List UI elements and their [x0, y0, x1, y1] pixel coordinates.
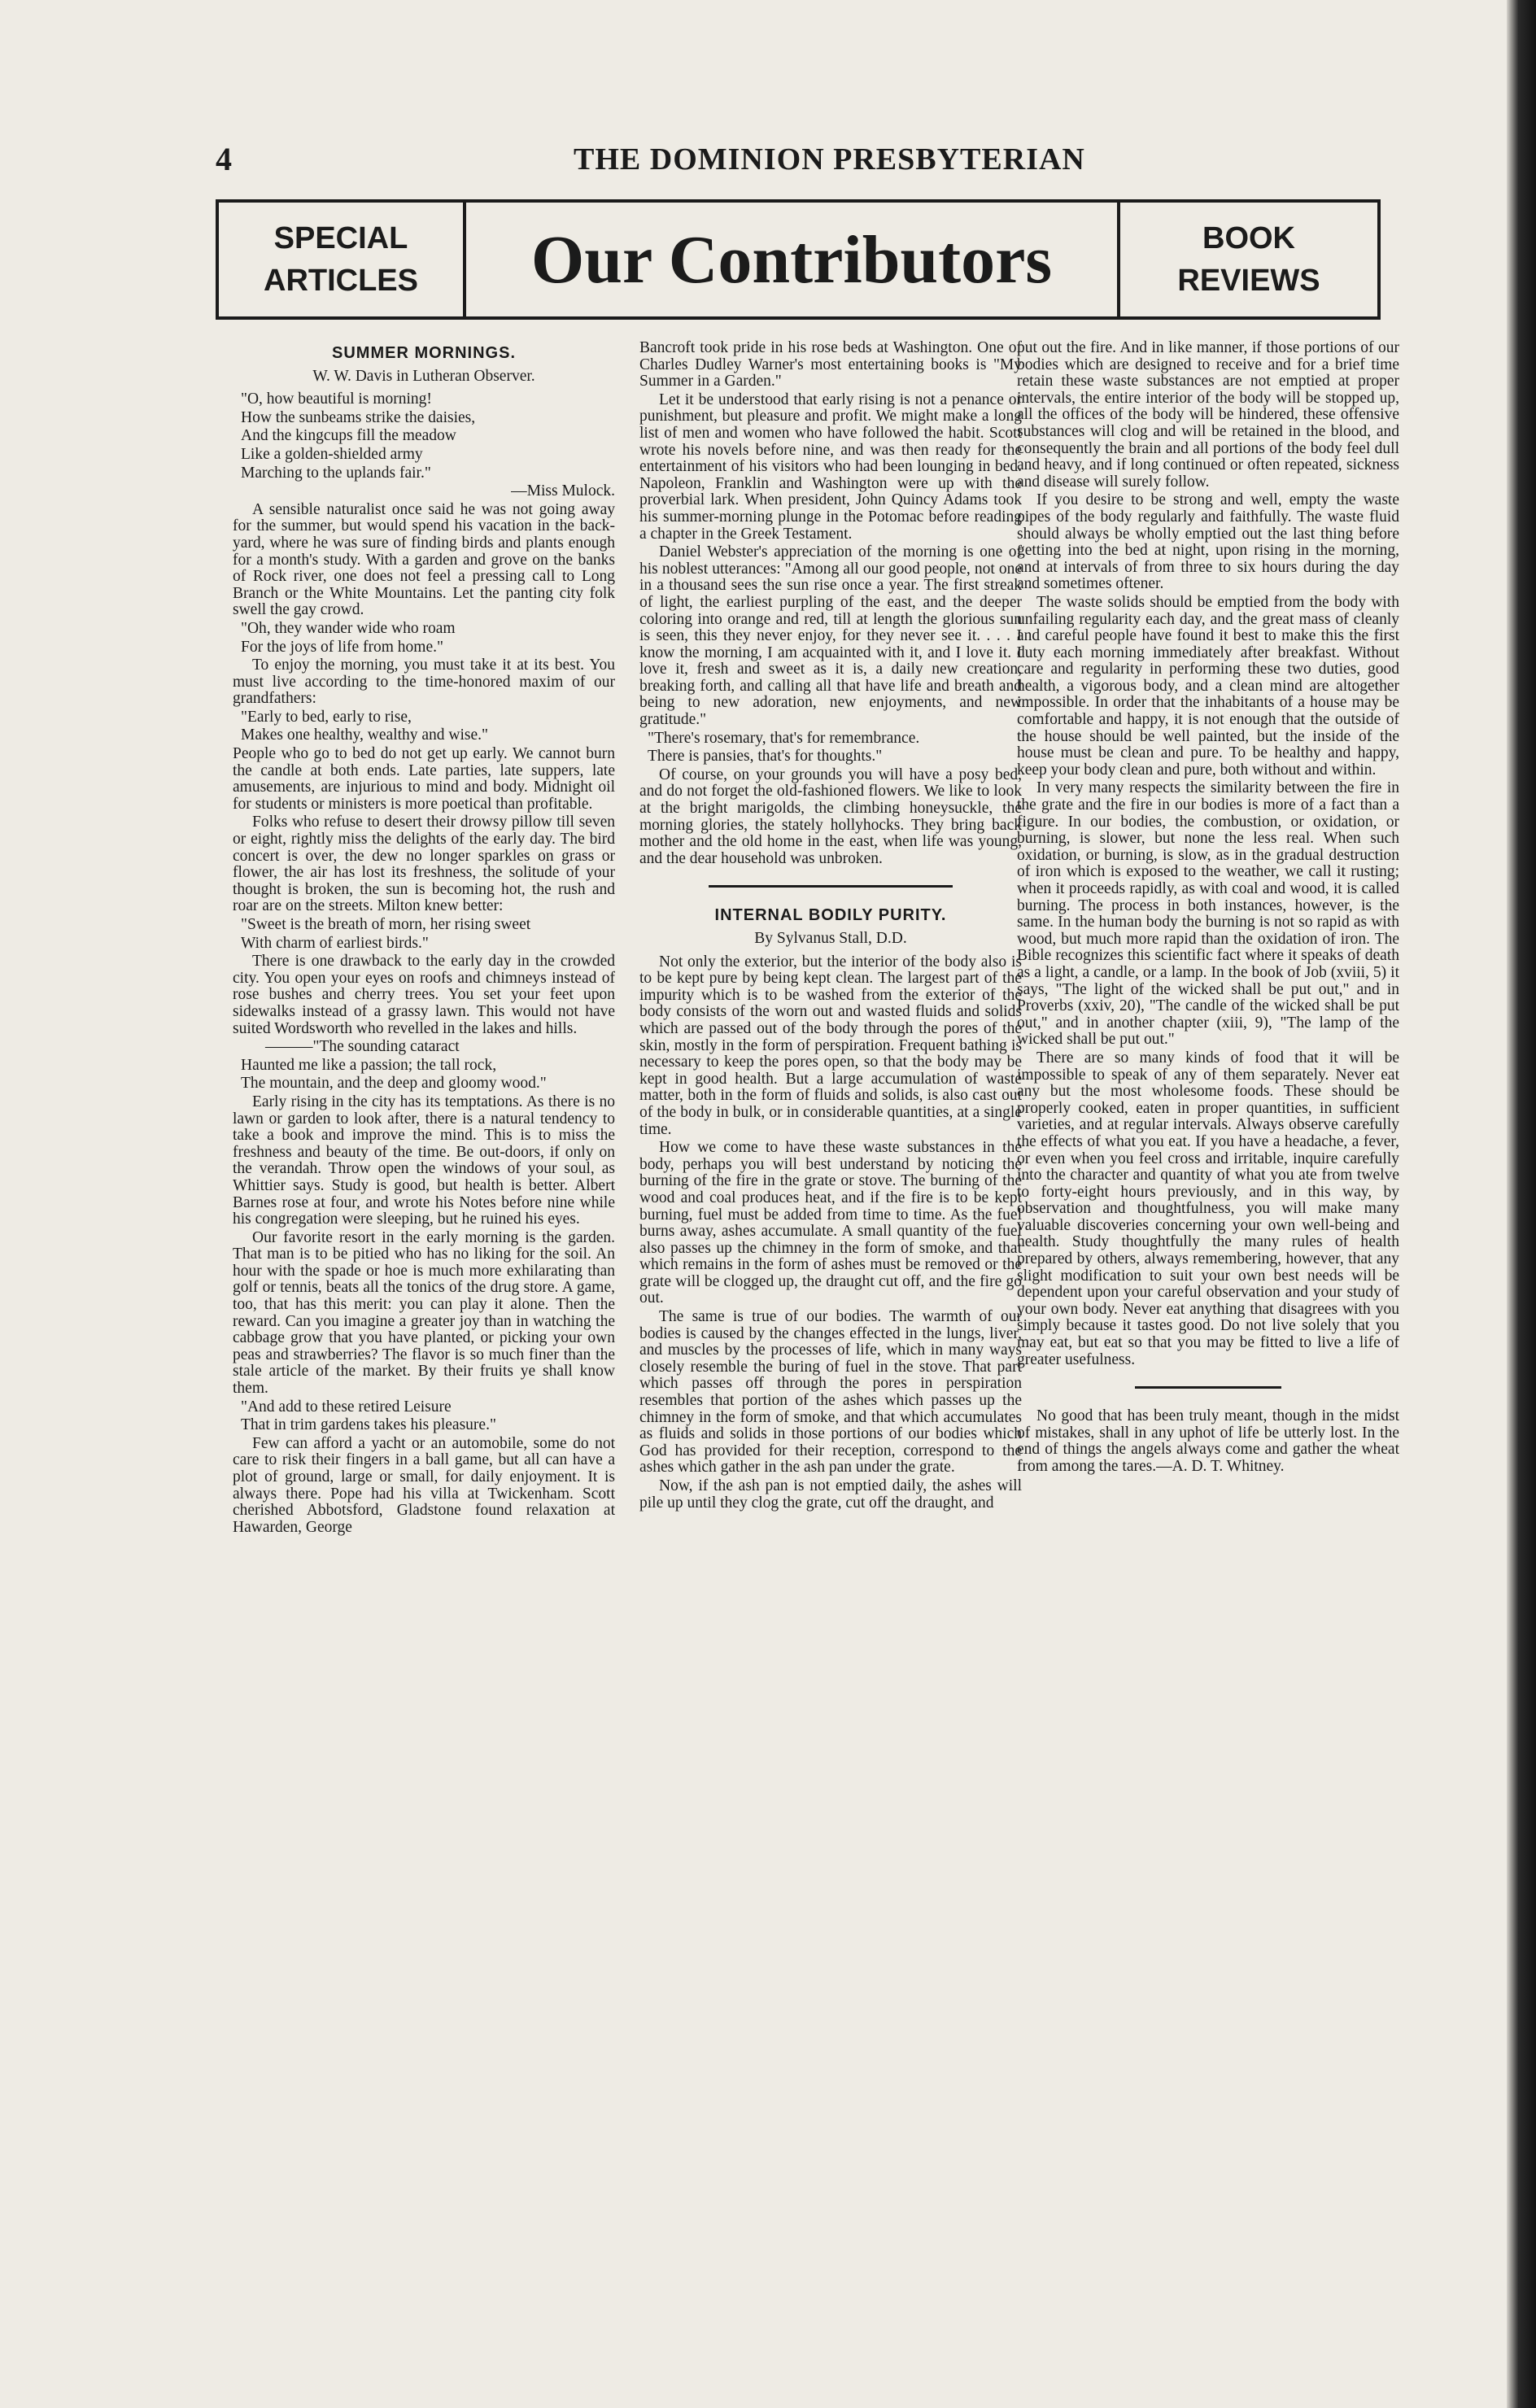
paragraph: To enjoy the morning, you must take it at its best. You must live according to the time-honored maxim of our grandfathers:: [233, 657, 615, 708]
banner-left-line2: ARTICLES: [264, 264, 418, 298]
banner-left-line1: SPECIAL: [273, 221, 408, 255]
paragraph: There is one drawback to the early day in the crowded city. You open your eyes on roofs and chimneys instead of rose bushes and cherry trees. You set your feet upon sidewalks instead of a grassy lawn. This would not have suited Wordsworth who revelled in the lakes and hills.: [233, 953, 615, 1037]
paragraph: Our favorite resort in the early morning is the garden. That man is to be pitied who has no liking for the soil. An hour with the spade or hoe is much more exhilarating than golf or tennis, beats all the tonics of the drug store. A game, too, that has this merit: you can play it alone. Then the reward. Can you imagine a greater joy than in watching the cabbage grow that you have planted, or picking your own peas and strawberries? The flavor is so much finer than the stale article of the market. By their fruits ye shall know them.: [233, 1228, 615, 1398]
paragraph: There are so many kinds of food that it will be impossible to speak of any of them separately. Never eat any but the most wholesome foods. These should be properly cooked, eaten in proper quantities, in sufficient varieties, and at regular intervals. Always observe carefully the effects of what you eat. If you have a headache, a fever, or even when you feel cross and irritable, inquire carefully into the character and quantity of what you ate from twelve to forty-eight hours previously, and in this way, by observation and thoughtfulness, you will make many valuable discoveries concerning your own well-being and health. Study thoughtfully the many rules of health prepared by others, always remembering, however, that any slight modification to suit your own best needs will be dependent upon your careful observation and your study of your own body. Never eat anything that disagrees with you simply because it tastes good. Do not live solely that you may eat, but eat so that you may be fitted to live a life of greater usefulness.: [1017, 1049, 1399, 1368]
paragraph: Daniel Webster's appreciation of the morning is one of his noblest utterances: "Among all our good people, not one in a thousand sees the sun rise once a year. The first streak of light, the earliest purpling of the east, and the deeper coloring into orange and red, till at length the glorious sun is seen, this they never enjoy, for they never see it. . . . I know the morning, I am acquainted with it, and I love it. I love it, fresh and sweet as it is, a daily new creation, breaking forth, and calling all that have life and breath and being to new adoration, new enjoyments, and new gratitude.": [639, 543, 1022, 729]
poem-line: "Early to bed, early to rise,: [241, 708, 412, 726]
publication-title: THE DOMINION PRESBYTERIAN: [574, 142, 1085, 177]
paragraph: Bancroft took pride in his rose beds at Washington. One of Charles Dudley Warner's most entertaining books is "My Summer in a Garden.": [639, 339, 1022, 390]
column-2: [639, 340, 1022, 1513]
banner-right-line2: REVIEWS: [1177, 264, 1320, 298]
page-number: 4: [216, 141, 232, 177]
poem-attribution: —Miss Mulock.: [511, 482, 615, 500]
poem-line: "O, how beautiful is morning!: [241, 390, 432, 408]
banner-title: Our Contributors: [530, 221, 1053, 298]
paragraph: The waste solids should be emptied from the body with unfailing regularity each day, and the great mass of cleanly and careful people have found it best to make this the first duty each morning immediately after breakfast. Without care and regularity in performing these two duties, good health, a vigorous body, and a clean mind are altogether impossible. In order that the inhabitants of a house may be comfortable and happy, it is not enough that the outside of the house should be well painted, but the inside of the house must be clean and pure. To be healthy and happy, keep your body clean and pure, both without and within.: [1017, 593, 1399, 779]
poem-line: Haunted me like a passion; the tall rock,: [241, 1056, 497, 1074]
section-divider: [1135, 1386, 1281, 1389]
banner-right-line1: BOOK: [1202, 221, 1295, 255]
paragraph: Let it be understood that early rising is not a penance or punishment, but pleasure and profit. We might make a long list of men and women who have followed the habit. Scott wrote his novels before nine, and was then ready for the entertainment of his visitors who had been lounging in bed. Napoleon, Franklin and Washington were up with the proverbial lark. When president, John Quincy Adams took his summer-morning plunge in the Potomac before reading a chapter in the Greek Testament.: [639, 390, 1022, 543]
poem-line: "Oh, they wander wide who roam: [241, 619, 456, 637]
paragraph: How we come to have these waste substances in the body, perhaps you will best understand by noticing the burning of the fire in the grate or stove. The burning of the wood and coal produces heat, and if the fire is to be kept burning, fuel must be added from time to time. As the fuel burns away, ashes accumulate. A small quantity of the fuel also passes up the chimney in the form of smoke, and that which remains in the form of ashes must be removed or the grate will be clogged up, the draught cut off, and the fire go out.: [639, 1139, 1022, 1307]
paragraph: Now, if the ash pan is not emptied daily, the ashes will pile up until they clog the grate, cut off the draught, and: [639, 1477, 1022, 1512]
poem-line: For the joys of life from home.": [241, 638, 443, 656]
column-3: [1017, 340, 1399, 1477]
paragraph: Of course, on your grounds you will have a posy bed, and do not forget the old-fashioned flowers. We like to look at the bright marigolds, the climbing honeysuckle, the morning glories, the stately hollyhocks. They bring back mother and the old home in the east, when life was young, and the dear household was unbroken.: [639, 766, 1022, 867]
poem-line: "And add to these retired Leisure: [241, 1398, 452, 1416]
closing-quote: No good that has been truly meant, though in the midst of mistakes, shall in any uphot of life be utterly lost. In the end of things the angels always come and gather the wheat from among the tares.—A. D. T. Whitney.: [1017, 1407, 1399, 1475]
paragraph: Folks who refuse to desert their drowsy pillow till seven or eight, rightly miss the delights of the early day. The bird concert is over, the dew no longer sparkles on grass or flower, the air has lost its freshness, the solitude of your thought is broken, the sun is becoming hot, the rush and roar are on the streets. Milton knew better:: [233, 814, 615, 915]
poem-line: ———"The sounding cataract: [265, 1038, 460, 1056]
paragraph: Early rising in the city has its temptations. As there is no lawn or garden to look after, there is a natural tendency to take a book and improve the mind. This is to miss the freshness and beauty of the time. Be out-doors, if only on the verandah. Throw open the windows of your soul, as Whittier says. Study is good, but health is better. Albert Barnes rose at four, and wrote his Notes before nine while his congregation were sleeping, but he ruined his eyes.: [233, 1093, 615, 1228]
poem-line: The mountain, and the deep and gloomy wood.": [241, 1075, 547, 1093]
poem-line: "Sweet is the breath of morn, her rising sweet: [241, 916, 531, 933]
section-divider: [709, 885, 953, 888]
paragraph: Not only the exterior, but the interior of the body also is to be kept pure by being kept clean. The largest part of the impurity which is to be washed from the exterior of the body consists of the worn out and wasted fluids and solids which are passed out of the body through the pores of the skin, mostly in the form of perspiration. Frequent bathing is necessary to keep the pores open, so that the body may be kept in good health. But a large accumulation of waste matter, both in the form of fluids and solids, is also cast out of the body in bulk, or in considerable quantities, at a single time.: [639, 953, 1022, 1138]
section-banner: [216, 199, 1381, 320]
poem-line: Makes one healthy, wealthy and wise.": [241, 726, 488, 744]
page-header: [216, 140, 1371, 181]
banner-right-box: [1117, 203, 1377, 316]
column-1: [233, 340, 615, 1538]
article-title: INTERNAL BODILY PURITY.: [714, 906, 947, 925]
article-title: SUMMER MORNINGS.: [332, 344, 516, 362]
paragraph: A sensible naturalist once said he was not going away for the summer, but would spend his vacation in the back-yard, where he was sure of finding birds and plants enough for a month's study. With a garden and grove on the banks of Rock river, one does not feel a pressing call to Long Branch or the White Mountains. Let the panting city folk swell the gay crowd.: [233, 500, 615, 619]
page-edge: [1507, 0, 1536, 2408]
paragraph: The same is true of our bodies. The warmth of our bodies is caused by the changes effected in the lungs, liver, and muscles by the processes of life, which in many ways closely resemble the buring of fuel in the stove. That part which passes off through the pores in perspiration resembles that portion of the ashes which passes up the chimney in the form of smoke, and that which accumulates as fluids and solids in those portions of our bodies which God has provided for their reception, correspond to the ashes which gather in the ash pan under the grate.: [639, 1308, 1022, 1477]
paragraph: If you desire to be strong and well, empty the waste pipes of the body regularly and faithfully. The waste fluid should always be wholly emptied out the last thing before getting into the bed at night, upon rising in the morning, and at intervals of from three to six hours during the day and sometimes oftener.: [1017, 491, 1399, 593]
paragraph: put out the fire. And in like manner, if those portions of our bodies which are designed to receive and for a brief time retain these waste substances are not emptied at proper intervals, the entire interior of the body will be stopped up, all the offices of the body will be hindered, these offensive substances will clog and will be retained in the blood, and consequently the brain and all portions of the body feel dull and heavy, and if long continued or often repeated, sickness and disease will surely follow.: [1017, 339, 1399, 491]
article-byline: W. W. Davis in Lutheran Observer.: [312, 367, 535, 385]
poem-line: That in trim gardens takes his pleasure.": [241, 1416, 496, 1434]
poem-line: And the kingcups fill the meadow: [241, 427, 456, 445]
banner-left-box: [219, 203, 466, 316]
article-byline: By Sylvanus Stall, D.D.: [754, 930, 907, 947]
poem-line: There is pansies, that's for thoughts.": [648, 748, 883, 766]
poem-line: How the sunbeams strike the daisies,: [241, 408, 476, 426]
poem-line: Like a golden-shielded army: [241, 445, 423, 463]
paragraph: Few can afford a yacht or an automobile, some do not care to risk their fingers in a ball game, but all can have a plot of ground, large or small, for daily enjoyment. It is always there. Pope had his villa at Twickenham. Scott cherished Abbotsford, Gladstone found relaxation at Hawarden, George: [233, 1434, 615, 1536]
poem-line: "There's rosemary, that's for remembrance.: [648, 729, 920, 747]
paragraph: In very many respects the similarity between the fire in the grate and the fire in our bodies is more of a fact than a figure. In our bodies, the combustion, or oxidation, or burning, is slower, but none the less real. When such oxidation, or burning, is slow, as in the gradual destruction of iron which is exposed to the weather, we call it rusting; when it proceeds rapidly, as with coal and wood, it is called burning. The process in both instances, however, is the same. In the human body the burning is not so rapid as with wood, but much more rapid than the oxidation of iron. The Bible recognizes this scientific fact where it speaks of death as a light, a candle, or a lamp. In the book of Job (xviii, 5) it says, "The light of the wicked shall be put out," and in Proverbs (xxiv, 20), "The candle of the wicked shall be put out," and in another chapter (xiii, 9), "The lamp of the wicked shall be put out.": [1017, 779, 1399, 1049]
poem-line: Marching to the uplands fair.": [241, 464, 431, 482]
paragraph: People who go to bed do not get up early. We cannot burn the candle at both ends. Late parties, late suppers, late amusements, are injurious to mind and body. Midnight oil for students or ministers is more poetical than profitable.: [233, 745, 615, 813]
poem-line: With charm of earliest birds.": [241, 934, 429, 952]
